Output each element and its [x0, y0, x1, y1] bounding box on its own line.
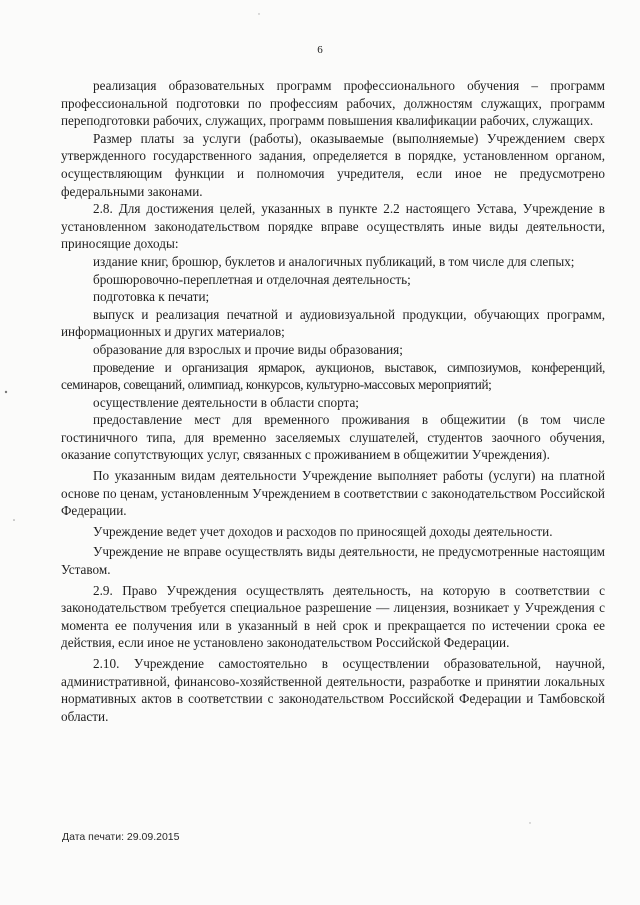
paragraph-income-accounting: Учреждение ведет учет доходов и расходов по приносящей доходы деятельности.	[93, 523, 553, 539]
list-item-sports: осуществление деятельности в области спорта;	[93, 394, 359, 410]
list-item-dormitory: предоставление мест для временного проживания в общежитии (в том числе гостиничного типа, для временно заселяемых слушателей, студентов заочного обучения, оказание сопутствующих услуг, связанных с проживанием в общежитии Учреждения).	[61, 412, 605, 463]
list-item-binding: брошюровочно-переплетная и отделочная деятельность;	[93, 271, 411, 287]
paragraph-fee-amount: Размер платы за услуги (работы), оказываемые (выполняемые) Учреждением сверх утвержденного государственного задания, определяется в порядке, установленном органом, осуществляющим функции и полномочия учредителя, если иное не предусмотрено федеральными законами.	[61, 130, 605, 199]
print-date: Дата печати: 29.09.2015	[62, 831, 180, 843]
page-number: 6	[317, 44, 323, 56]
list-item-print-production: выпуск и реализация печатной и аудиовизуальной продукции, обучающих программ, информационных и других материалов;	[61, 306, 605, 340]
paragraph-professional-training: реализация образовательных программ профессионального обучения – программ профессиональной подготовки по профессиям рабочих, должностям служащих, программ переподготовки рабочих, служащих, программ повышения квалификации рабочих, служащих.	[61, 78, 605, 129]
paragraph-clause-2-10: 2.10. Учреждение самостоятельно в осуществлении образовательной, научной, административной, финансово-хозяйственной деятельности, разработке и принятии локальных нормативных актов в соответствии с законодательством Российской Федерации и Тамбовской области.	[61, 656, 605, 724]
list-item-adult-education: образование для взрослых и прочие виды образования;	[93, 341, 403, 357]
paragraph-paid-basis: По указанным видам деятельности Учреждение выполняет работы (услуги) на платной основе по ценам, установленным Учреждением в соответствии с законодательством Российской Федерации.	[61, 468, 605, 519]
list-item-events: проведение и организация ярмарок, аукционов, выставок, симпозиумов, конференций, семинаров, совещаний, олимпиад, конкурсов, культурно-массовых мероприятий;	[61, 359, 605, 393]
paragraph-clause-2-8: 2.8. Для достижения целей, указанных в пункте 2.2 настоящего Устава, Учреждение в установленном законодательством порядке вправе осуществлять иные виды деятельности, приносящие доходы:	[61, 201, 605, 252]
paragraph-clause-2-9: 2.9. Право Учреждения осуществлять деятельность, на которую в соответствии с законодательством требуется специальное разрешение — лицензия, возникает у Учреждения с момента ее получения или в указанный в ней срок и прекращается по истечении срока ее действия, если иное не установлено законодательством Российской Федерации.	[61, 582, 605, 651]
list-item-prepress: подготовка к печати;	[93, 289, 210, 305]
list-item-book-publishing: издание книг, брошюр, буклетов и аналогичных публикаций, в том числе для слепых;	[93, 253, 575, 269]
paragraph-prohibited-activities: Учреждение не вправе осуществлять виды деятельности, не предусмотренные настоящим Уставом.	[61, 544, 605, 578]
document-body	[61, 77, 605, 725]
